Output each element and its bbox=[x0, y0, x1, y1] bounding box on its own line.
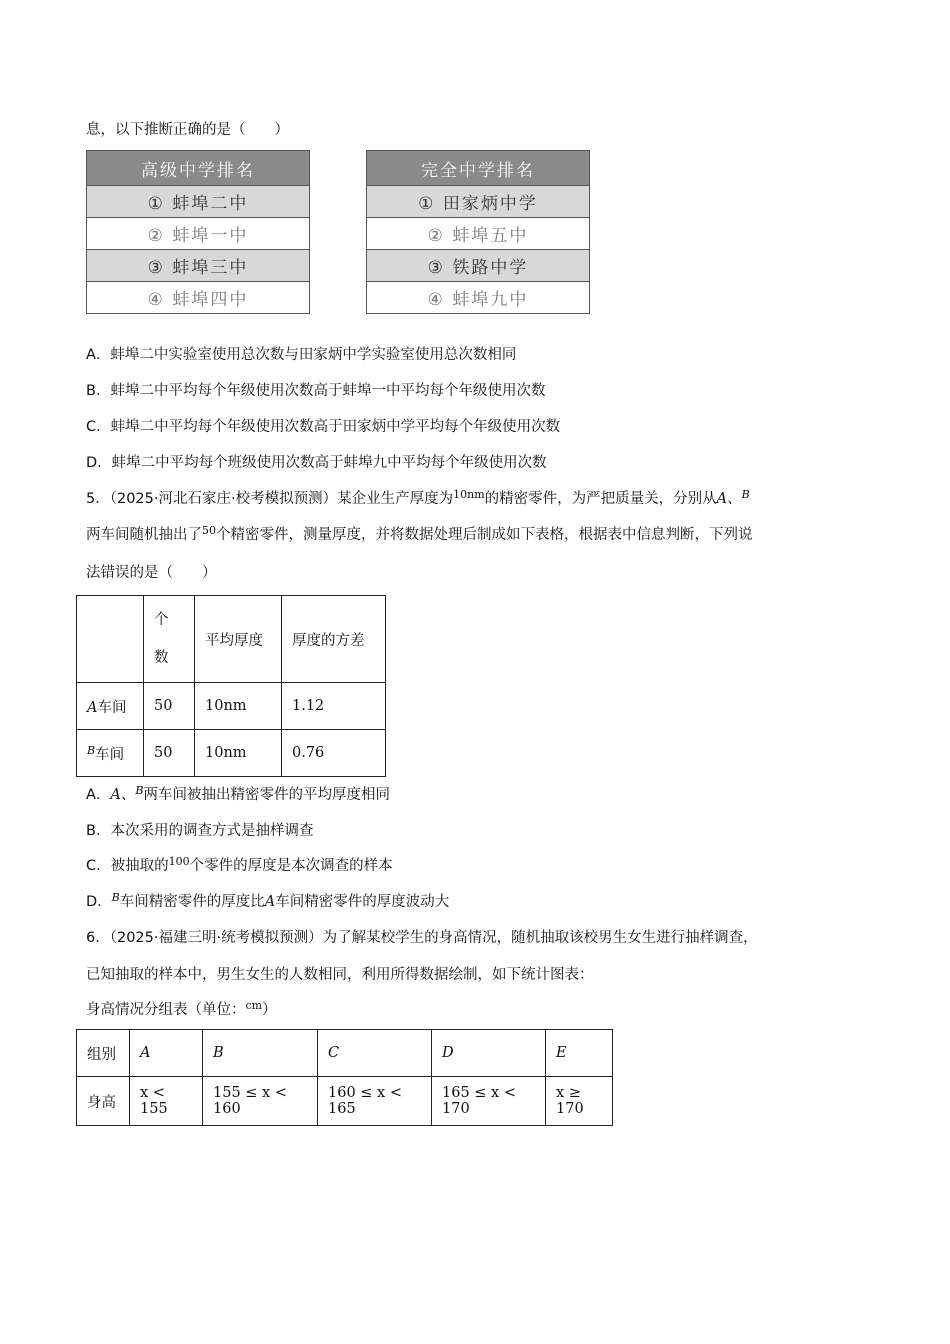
rank-row: ① 蚌埠二中 bbox=[87, 186, 310, 218]
range-e: x ≥ 170 bbox=[546, 1077, 613, 1126]
q4-option-d: D．蚌埠二中平均每个班级使用次数高于蚌埠九中平均每个年级使用次数 bbox=[86, 455, 547, 471]
group-c: C bbox=[318, 1030, 432, 1077]
rank-table-high-school bbox=[86, 150, 310, 314]
group-d: D bbox=[432, 1030, 546, 1077]
question-5-line2: 两车间随机抽出了$^{50}$个精密零件，测量厚度，并将数据处理后制成如下表格，根据表中信息判断，下列说 bbox=[86, 524, 753, 543]
question-4-tail: 息，以下推断正确的是（ ） bbox=[86, 122, 289, 138]
group-a: A bbox=[130, 1030, 203, 1077]
range-c: 160 ≤ x < 165 bbox=[318, 1077, 432, 1126]
question-5-line1: 5．（2025·河北石家庄·校考模拟预测）某企业生产厚度为$^{10nm}$的精密零件，为严把质量关，分别从A、$^B$ bbox=[86, 488, 750, 507]
q5-option-a: A．A、$^B$两车间被抽出精密零件的平均厚度相同 bbox=[86, 784, 390, 803]
rank-table-header: 完全中学排名 bbox=[367, 151, 590, 186]
header-variance: 厚度的方差 bbox=[282, 596, 386, 683]
q5-option-b: B．本次采用的调查方式是抽样调查 bbox=[86, 823, 314, 839]
rank-row: ④ 蚌埠九中 bbox=[367, 282, 590, 314]
q4-option-b: B．蚌埠二中平均每个年级使用次数高于蚌埠一中平均每个年级使用次数 bbox=[86, 383, 546, 399]
range-a: x < 155 bbox=[130, 1077, 203, 1126]
question-5-line3: 法错误的是（ ） bbox=[86, 565, 217, 581]
q5-option-c: C．被抽取的$^{100}$个零件的厚度是本次调查的样本 bbox=[86, 855, 393, 874]
rank-row: ② 蚌埠一中 bbox=[87, 218, 310, 250]
table-row: $^B$车间 50 10nm 0.76 bbox=[77, 730, 386, 777]
height-group-table bbox=[76, 1029, 613, 1126]
q4-option-a: A．蚌埠二中实验室使用总次数与田家炳中学实验室使用总次数相同 bbox=[86, 347, 517, 363]
table-row: A车间 50 10nm 1.12 bbox=[77, 683, 386, 730]
rank-table-header: 高级中学排名 bbox=[87, 151, 310, 186]
question-6-line1: 6．（2025·福建三明·统考模拟预测）为了解某校学生的身高情况，随机抽取该校男生女生进行抽样调查， bbox=[86, 930, 758, 946]
rank-row: ④ 蚌埠四中 bbox=[87, 282, 310, 314]
rank-row: ③ 蚌埠三中 bbox=[87, 250, 310, 282]
q4-option-c: C．蚌埠二中平均每个年级使用次数高于田家炳中学平均每个年级使用次数 bbox=[86, 419, 561, 435]
group-b: B bbox=[203, 1030, 318, 1077]
question-number: 6． bbox=[86, 930, 110, 946]
question-6-line2: 已知抽取的样本中，男生女生的人数相同，利用所得数据绘制，如下统计图表： bbox=[86, 967, 594, 983]
table-caption: 身高情况分组表（单位：$^{cm}$） bbox=[86, 999, 277, 1018]
row-label-group: 组别 bbox=[77, 1030, 130, 1077]
q5-option-d: D．$^B$车间精密零件的厚度比A车间精密零件的厚度波动大 bbox=[86, 891, 450, 910]
group-e: E bbox=[546, 1030, 613, 1077]
question-source: （2025·河北石家庄·校考模拟预测） bbox=[109, 491, 338, 507]
header-mean: 平均厚度 bbox=[195, 596, 282, 683]
rank-row: ③ 铁路中学 bbox=[367, 250, 590, 282]
range-b: 155 ≤ x < 160 bbox=[203, 1077, 318, 1126]
table-corner bbox=[77, 596, 144, 683]
rank-row: ② 蚌埠五中 bbox=[367, 218, 590, 250]
thickness-table bbox=[76, 595, 386, 777]
range-d: 165 ≤ x < 170 bbox=[432, 1077, 546, 1126]
question-source: （2025·福建三明·统考模拟预测） bbox=[109, 930, 323, 946]
rank-table-complete-school bbox=[366, 150, 590, 314]
header-count: 个 数 bbox=[144, 596, 195, 683]
row-label-height: 身高 bbox=[77, 1077, 130, 1126]
rank-row: ① 田家炳中学 bbox=[367, 186, 590, 218]
unit-10nm: 10nm bbox=[453, 488, 485, 501]
question-number: 5． bbox=[86, 491, 110, 507]
